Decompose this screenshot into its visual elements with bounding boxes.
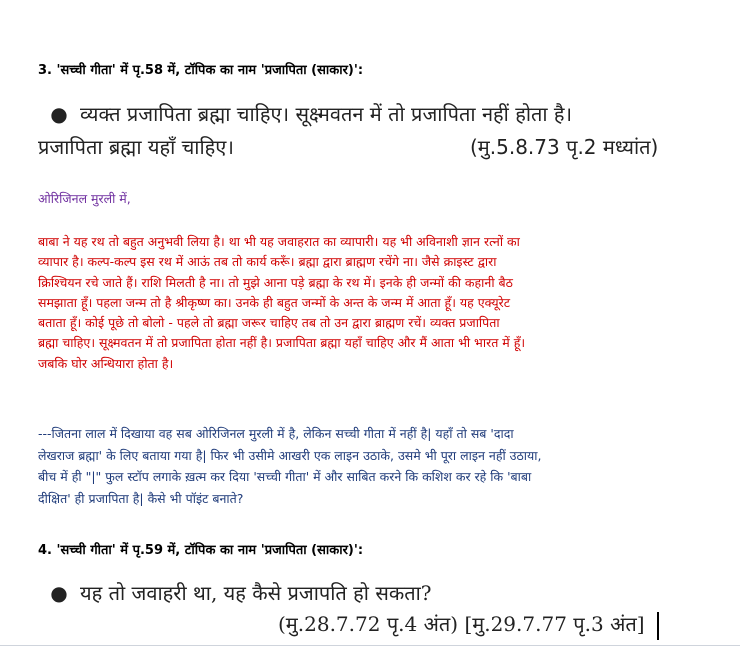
- section-3-heading: 3. 'सच्ची गीता' में पृ.58 में, टॉपिक का नाम 'प्रजापिता (साकार)':: [38, 63, 364, 78]
- red-line: व्यापार है। कल्प-कल्प इस रथ में आऊं तब तो कार्य करूँ। ब्रह्मा द्वारा ब्राह्मण रचेंगे ना। जैसे क्राइस्ट द्वारा: [38, 254, 497, 270]
- original-murli-red-text: [38, 232, 688, 374]
- blue-line: बीच में ही "|" फुल स्टॉप लगाके ख़त्म कर दिया 'सच्ची गीता' में और साबित करने कि कशिश कर रहे कि 'बाबा: [38, 469, 532, 484]
- quote-2-line-1: [38, 579, 718, 606]
- red-line: समझाता हूँ। पहला जन्म तो है श्रीकृष्ण का। उनके ही बहुत जन्मों के अन्त के जन्म में आता हूँ। यह एक्यूरेट: [38, 294, 511, 310]
- quote-1-line-1: [38, 100, 718, 127]
- quote-2-text-1: यह तो जवाहरी था, यह कैसे प्रजापति हो सकता?: [80, 581, 432, 605]
- blue-line: लेखराज ब्रह्मा' के लिए बताया गया है| फिर भी उसीमे आखरी एक लाइन उठाके, उसमे भी पूरा लाइन नहीं उठाया,: [38, 447, 542, 463]
- page-bottom-rule: [0, 645, 740, 646]
- blue-line: दीक्षित' ही प्रजापिता है| कैसे भी पॉइंट बनाते?: [38, 490, 244, 506]
- quote-1-text-2: प्रजापिता ब्रह्मा यहाँ चाहिए।: [38, 135, 234, 159]
- section-4-heading: 4. 'सच्ची गीता' में पृ.59 में, टॉपिक का नाम 'प्रजापिता (साकार)':: [38, 543, 364, 558]
- blue-line: ---जितना लाल में दिखाया वह सब ओरिजिनल मुरली में है, लेकिन सच्ची गीता में नहीं है| यहाँ तो सब 'दादा: [38, 426, 514, 441]
- red-line: जबकि घोर अन्धियारा होता है।: [38, 355, 174, 371]
- red-line: बाबा ने यह रथ तो बहुत अनुभवी लिया है। था भी यह जवाहरात का व्यापारी। यह भी अविनाशी ज्ञान रत्नों का: [38, 234, 520, 249]
- bullet-icon: ●: [50, 581, 68, 605]
- red-line: बताता हूँ। कोई पूछे तो बोलो - पहले तो ब्रह्मा जरूर चाहिए तब तो उन द्वारा ब्राह्मण रचें। व्यक्त प्रजापिता: [38, 315, 500, 331]
- commentary-blue-text: [38, 423, 698, 509]
- text-cursor: [657, 612, 659, 640]
- quote-1-reference: (मु.5.8.73 पृ.2 मध्यांत): [470, 135, 659, 159]
- original-murli-label: ओरिजिनल मुरली में,: [38, 191, 131, 206]
- quote-1-text-1: व्यक्त प्रजापिता ब्रह्मा चाहिए। सूक्ष्मवतन में तो प्रजापिता नहीं होता है।: [80, 102, 573, 126]
- bullet-icon: ●: [50, 102, 68, 126]
- quote-2-reference: (मु.28.7.72 पृ.4 अंत) [मु.29.7.77 पृ.3 अंत]: [278, 612, 645, 636]
- red-line: ब्रह्मा चाहिए। सूक्ष्मवतन में तो प्रजापिता होता नहीं है। प्रजापिता ब्रह्मा यहाँ चाहिए और मैं आता भी भारत में हूँ।: [38, 335, 526, 351]
- red-line: क्रिश्चियन रचे जाते हैं। राशि मिलती है ना। तो मुझे आना पड़े ब्रह्मा के रथ में। इनके ही जन्मों की कहानी बैठ: [38, 274, 513, 290]
- quote-1-line-2: [38, 133, 718, 160]
